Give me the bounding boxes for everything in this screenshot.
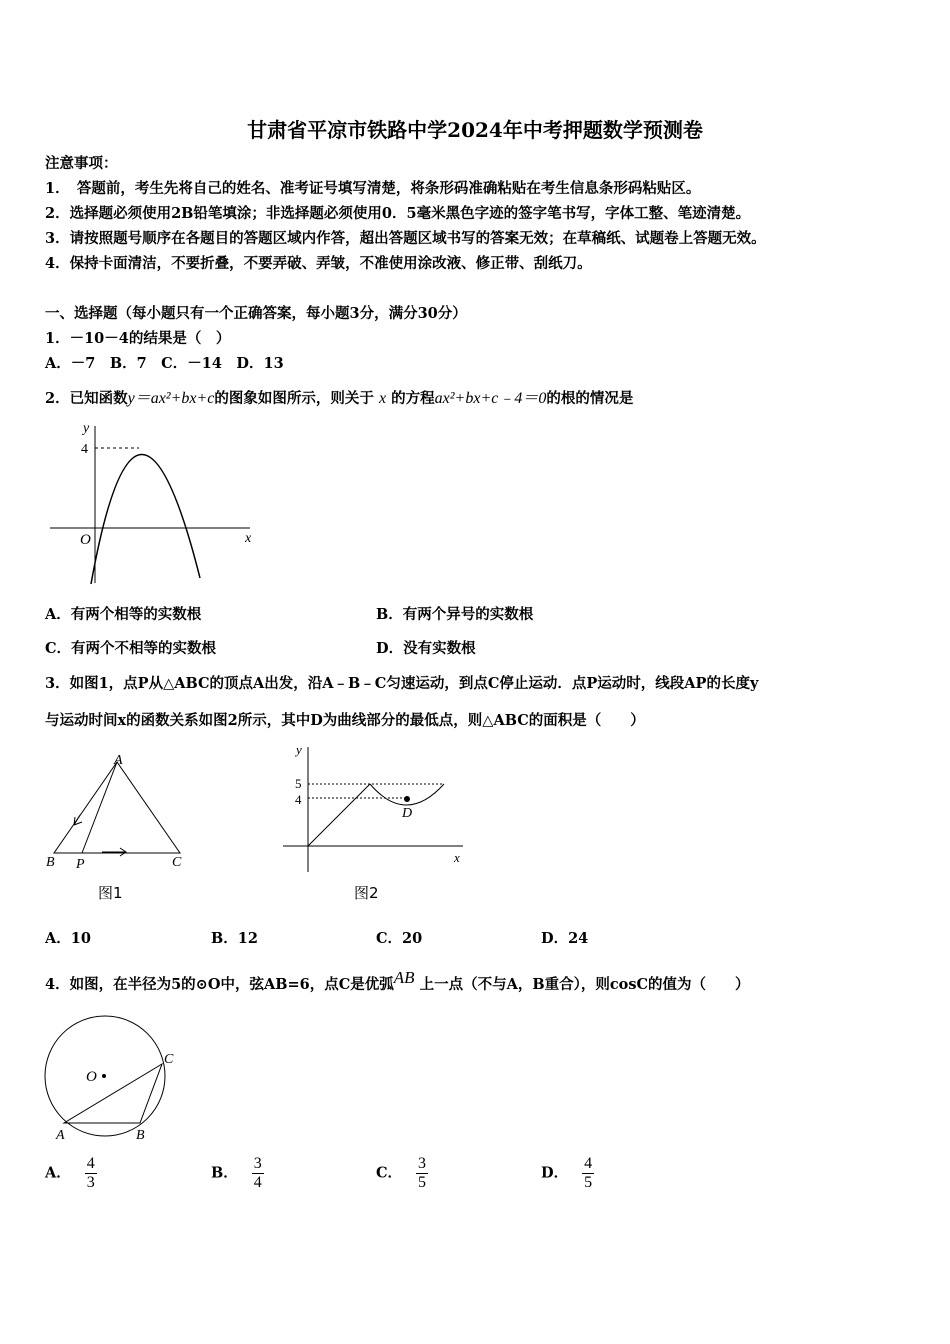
label-o: O <box>86 1069 97 1085</box>
linear-part <box>308 784 370 846</box>
segment-ap <box>82 762 117 853</box>
section-heading: 一、选择题（每小题只有一个正确答案，每小题3分，满分30分） <box>45 305 467 322</box>
y-label: y <box>83 421 90 436</box>
fraction: $\frac{3}{4}$ <box>253 1155 262 1191</box>
label-d: D <box>402 806 413 821</box>
label-c: C <box>172 855 182 870</box>
option-label: A． <box>45 1164 71 1182</box>
triangle-abc <box>64 1064 162 1123</box>
q4-option-b <box>211 1155 264 1192</box>
q4-text: 4．如图，在半径为5的⊙O中，弦AB=6，点C是优弧 <box>45 976 394 993</box>
q2-equation: y＝ax²+bx+c <box>127 390 215 407</box>
arrow-ab <box>74 815 82 825</box>
fraction: $\frac{4}{5}$ <box>584 1155 593 1191</box>
q2-text: 的方程 <box>391 390 435 407</box>
fraction: $\frac{4}{3}$ <box>86 1155 95 1191</box>
q3-line1: 3．如图1，点P从△ABC的顶点A出发，沿A﹣B﹣C匀速运动，到点C停止运动．点P运动时，线段AP的长度y <box>45 675 759 692</box>
q2-option-b: B．有两个异号的实数根 <box>376 606 534 623</box>
note-item: 4．保持卡面清洁，不要折叠，不要弄破、弄皱，不准使用涂改液、修正带、刮纸刀。 <box>45 255 592 272</box>
q1-options: A．－7 B．7 C．－14 D．13 <box>45 355 284 372</box>
q2-var: x <box>378 390 387 407</box>
point-d <box>404 796 410 802</box>
tick-4: 4 <box>295 792 302 807</box>
caption-fig1: 图1 <box>98 884 123 902</box>
x-label: x <box>245 531 252 546</box>
label-p: P <box>76 857 85 872</box>
origin-label: O <box>80 532 91 548</box>
q2-text: 2．已知函数 <box>45 390 128 407</box>
q4-text: 上一点（不与A，B重合），则cosC的值为（ ） <box>419 976 750 993</box>
q3-option-c: C．20 <box>376 930 423 947</box>
caption-fig2: 图2 <box>354 884 379 902</box>
fraction: $\frac{3}{5}$ <box>418 1155 427 1191</box>
q2-parabola-graph <box>45 418 260 590</box>
label-b: B <box>46 855 55 870</box>
label-a: A <box>56 1128 65 1143</box>
q2-text: 的根的情况是 <box>546 390 634 407</box>
option-label: B． <box>211 1164 238 1182</box>
page-title: 甘肃省平凉市铁路中学2024年中考押题数学预测卷 <box>247 118 703 142</box>
q2-stem <box>45 385 633 408</box>
q3-line2: 与运动时间x的函数关系如图2所示，其中D为曲线部分的最低点，则△ABC的面积是（ ） <box>45 712 645 729</box>
tick-5: 5 <box>295 776 302 791</box>
q3-option-d: D．24 <box>541 930 589 947</box>
q2-option-c: C．有两个不相等的实数根 <box>45 640 217 657</box>
q4-option-a <box>45 1155 97 1192</box>
arrow-bc <box>102 848 126 856</box>
q1-stem: 1．－10－4的结果是（ ） <box>45 330 231 347</box>
q3-option-a: A．10 <box>45 930 91 947</box>
q2-text: 的图象如图所示，则关于 <box>214 390 374 407</box>
note-item: 1． 答题前，考生先将自己的姓名、准考证号填写清楚，将条形码准确粘贴在考生信息条形码粘贴区。 <box>45 180 701 197</box>
tick-4: 4 <box>81 442 88 457</box>
option-label: D． <box>541 1164 569 1182</box>
q4-circle-figure <box>42 1015 182 1145</box>
x-label: x <box>454 850 460 865</box>
y-label: y <box>296 742 302 757</box>
q3-figure-2 <box>278 742 473 907</box>
note-item: 2．选择题必须使用2B铅笔填涂；非选择题必须使用0．5毫米黑色字迹的签字笔书写，字体工整、笔迹清楚。 <box>45 205 751 222</box>
center-point <box>102 1074 106 1078</box>
q4-stem <box>45 968 750 994</box>
q3-option-b: B．12 <box>211 930 258 947</box>
label-b: B <box>136 1128 145 1143</box>
triangle-abc <box>54 762 180 853</box>
note-item: 3．请按照题号顺序在各题目的答题区域内作答，超出答题区域书写的答案无效；在草稿纸、试题卷上答题无效。 <box>45 230 766 247</box>
q2-equation: ax²+bx+c﹣4＝0 <box>434 390 547 407</box>
q2-option-d: D．没有实数根 <box>376 640 476 657</box>
q4-option-d <box>541 1155 594 1192</box>
q2-option-a: A．有两个相等的实数根 <box>45 606 202 623</box>
parabola <box>91 454 200 584</box>
label-c: C <box>164 1052 174 1067</box>
option-label: C． <box>376 1164 403 1182</box>
q3-figure-1 <box>40 750 200 910</box>
notes-header: 注意事项： <box>45 155 118 172</box>
label-a: A <box>114 753 123 768</box>
arc-ab: AB <box>393 968 415 987</box>
q4-option-c <box>376 1155 428 1192</box>
